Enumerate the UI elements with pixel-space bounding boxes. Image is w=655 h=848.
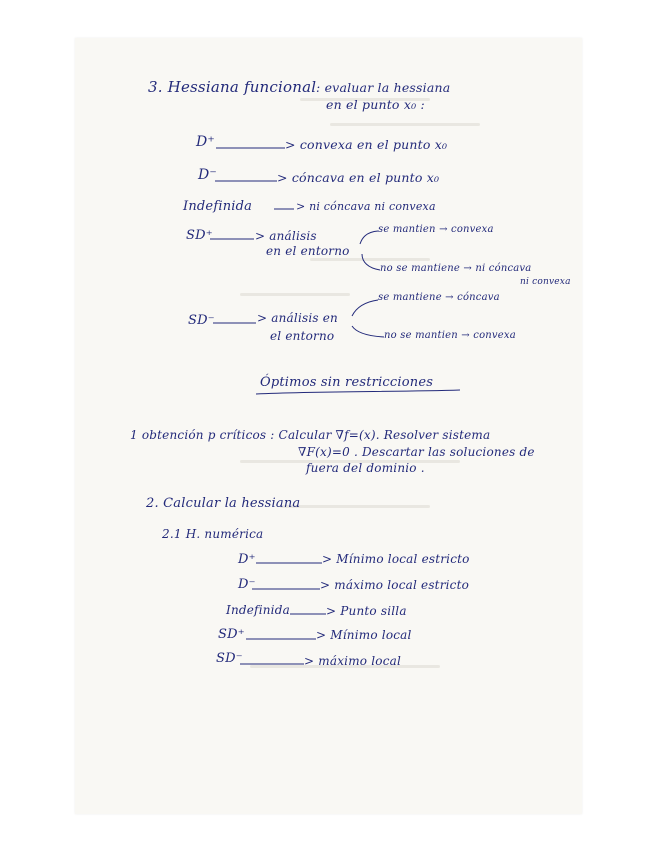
row-label: D⁻ [238, 577, 256, 592]
optimos-heading: Óptimos sin restricciones [260, 375, 434, 390]
step-2: 2. Calcular la hessiana [146, 496, 301, 511]
heading-underline [256, 390, 460, 394]
step-1-line-3: fuera del dominio . [306, 461, 425, 475]
sub-heading: 2.1 H. numérica [162, 527, 264, 541]
sdn-branch-up: se mantiene → cóncava [378, 292, 500, 303]
branch-connector [360, 231, 378, 244]
section-3-desc-line-1: : evaluar la hessiana [316, 80, 451, 95]
row-label: SD⁺ [218, 627, 245, 642]
row-label: D⁺ [196, 134, 216, 150]
row-text: > cóncava en el punto x₀ [277, 170, 440, 185]
row-text: > Mínimo local estricto [322, 552, 470, 566]
row-text: > Punto silla [326, 604, 407, 618]
sdp-text-line-1: > análisis [255, 229, 317, 243]
sdp-branch-up: se mantien → convexa [378, 224, 494, 235]
branch-connector [352, 300, 378, 316]
row-label: SD⁻ [216, 651, 243, 666]
sdp-branch-down-line-1: no se mantiene → ni cóncava [380, 263, 532, 274]
sdn-text-line-2: el entorno [270, 329, 335, 343]
row-label: Indefinida [226, 603, 290, 617]
row-text: > convexa en el punto x₀ [285, 137, 448, 152]
sdp-branch-down-line-2: ni convexa [520, 277, 571, 287]
row-text: > Mínimo local [316, 628, 412, 642]
branch-connector [362, 254, 380, 270]
row-label: D⁺ [238, 552, 256, 567]
sdp-label: SD⁺ [186, 228, 213, 243]
branch-connector [352, 326, 384, 337]
sdp-text-line-2: en el entorno [266, 244, 350, 258]
row-text: > máximo local [304, 654, 402, 668]
sdn-label: SD⁻ [188, 313, 215, 328]
row-text: > máximo local estricto [320, 578, 470, 592]
sdn-text-line-1: > análisis en [257, 311, 338, 325]
sdn-branch-down: no se mantien → convexa [384, 330, 516, 341]
row-text: > ni cóncava ni convexa [296, 200, 436, 213]
section-3-desc-line-2: en el punto x₀ : [326, 97, 425, 112]
row-label: Indefinida [183, 199, 253, 214]
section-3-title: 3. Hessiana funcional [148, 78, 317, 96]
row-label: D⁻ [198, 167, 218, 183]
step-1-line-1: 1 obtención p críticos : Calcular ∇f=(x). Resolver sistema [130, 428, 491, 442]
step-1-line-2: ∇F(x)=0 . Descartar las soluciones de [298, 445, 535, 459]
